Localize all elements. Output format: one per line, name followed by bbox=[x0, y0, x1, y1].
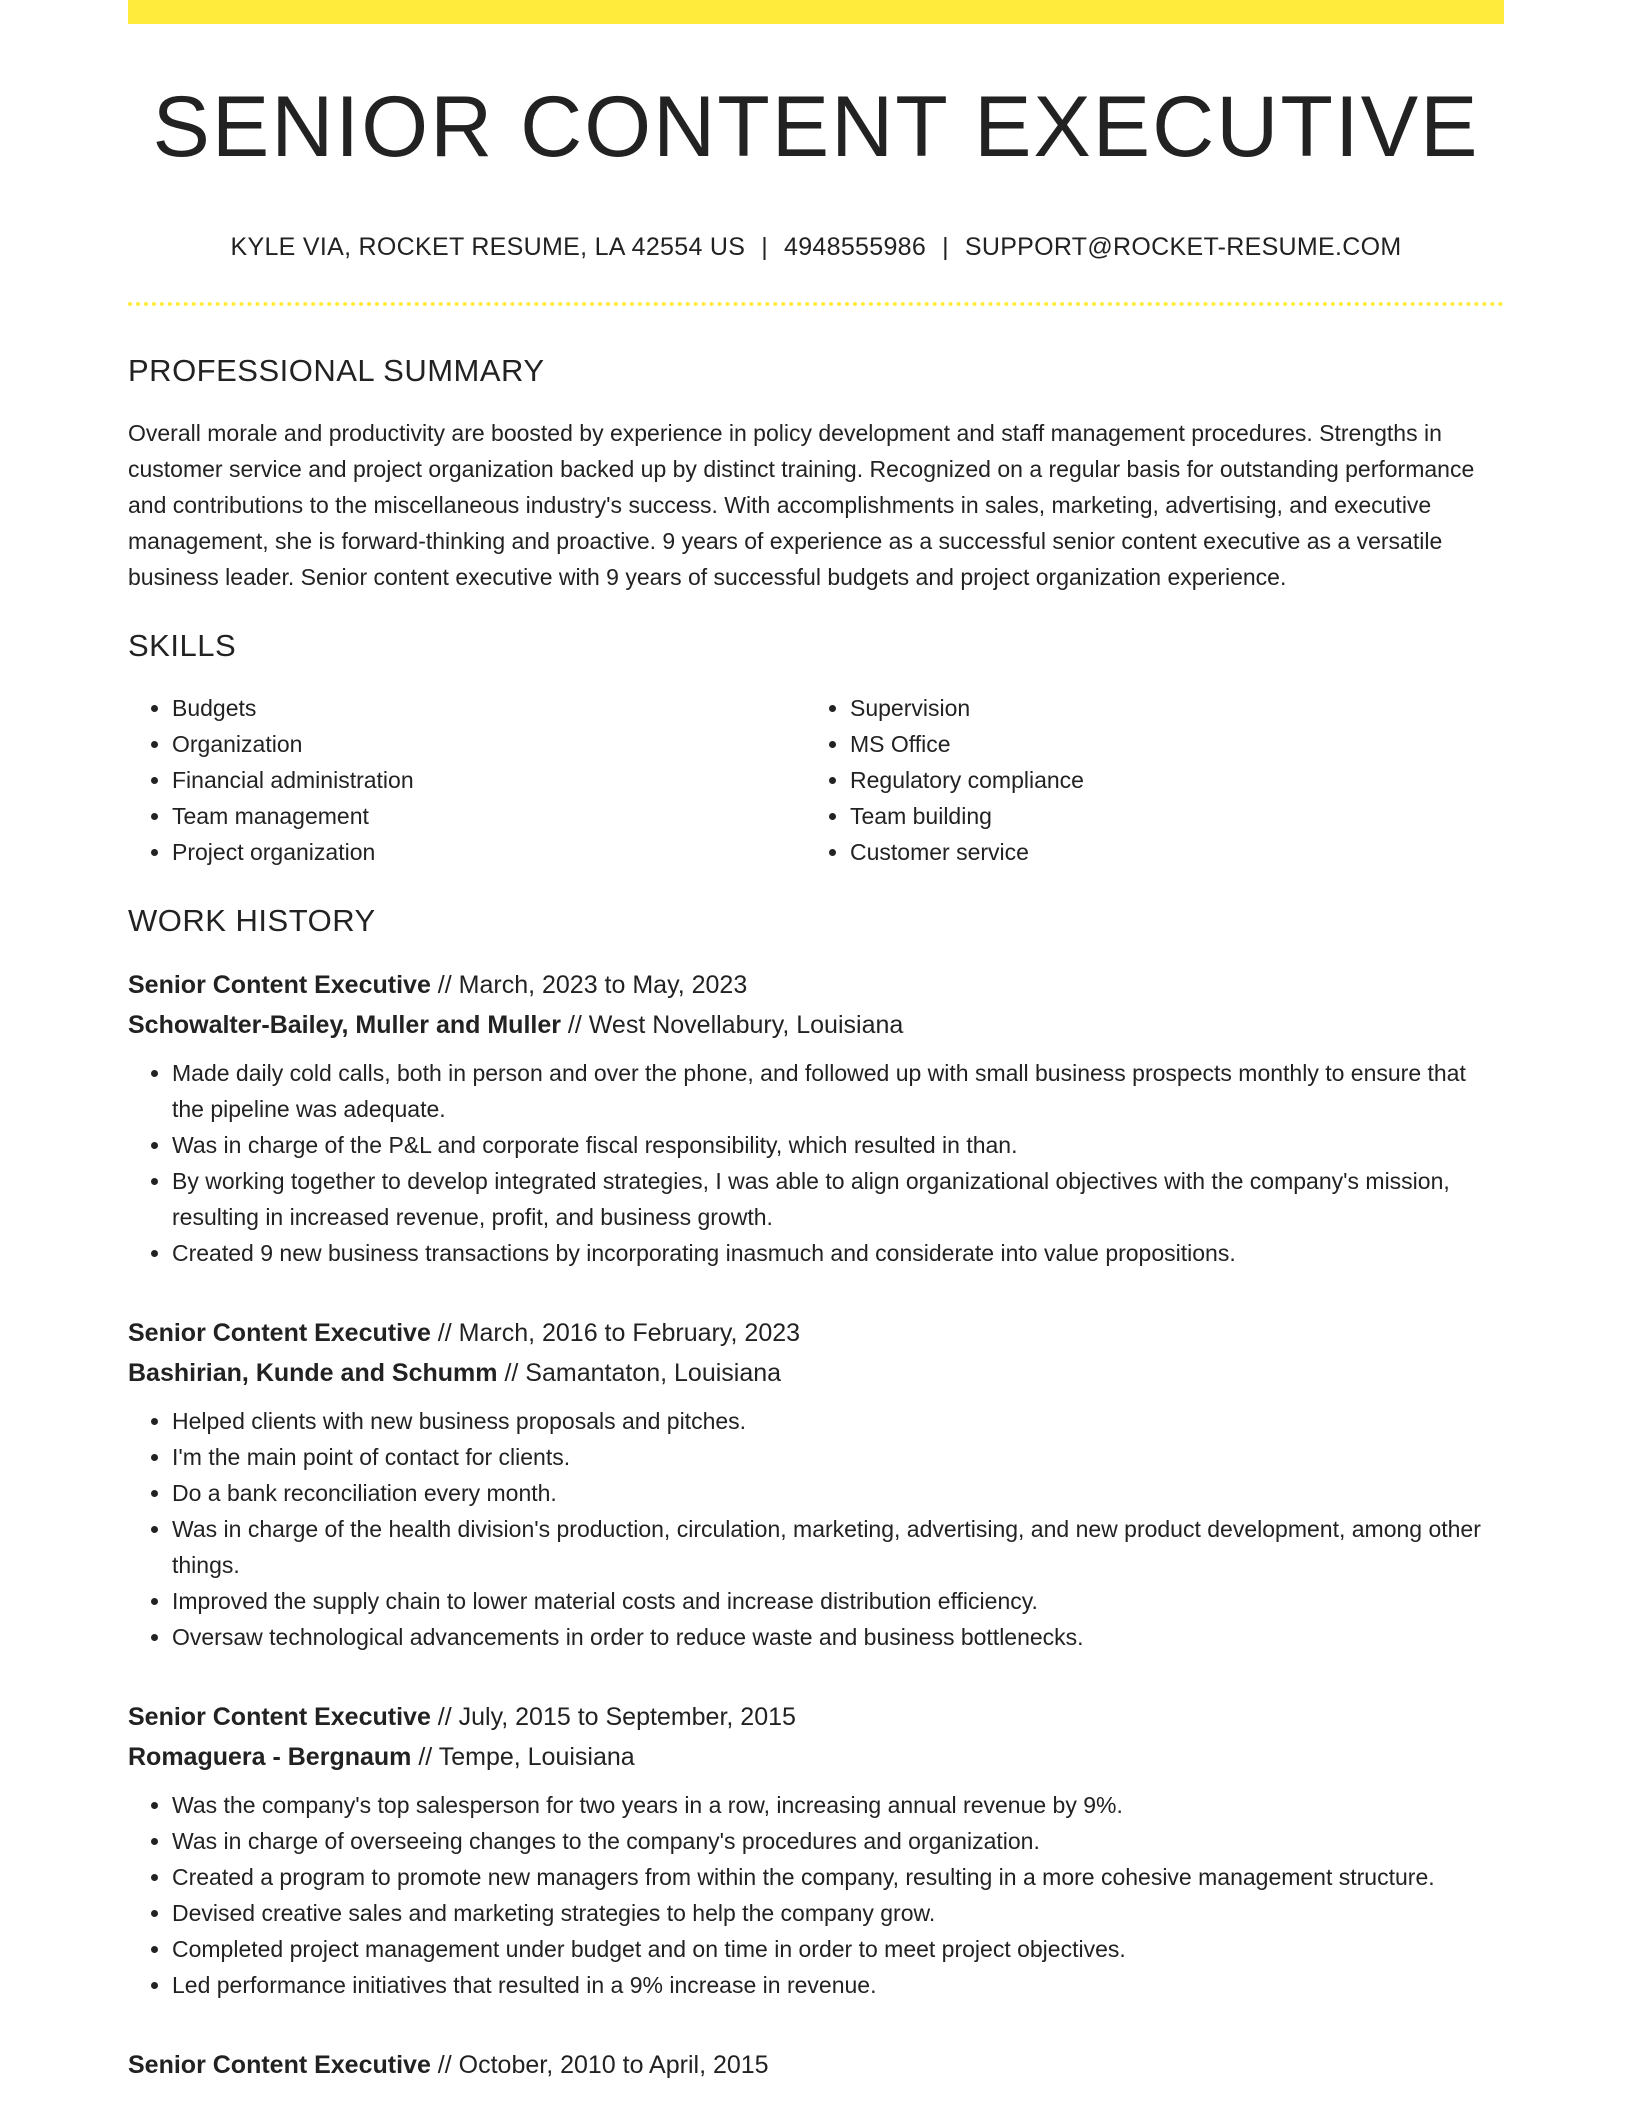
job-company-line bbox=[128, 1353, 1504, 1393]
skills-heading: SKILLS bbox=[128, 627, 237, 663]
job-company: Romaguera - Bergnaum bbox=[128, 1743, 412, 1772]
skill-item: • Regulatory compliance bbox=[850, 762, 1484, 798]
job-bullet: • Was the company's top salesperson for two years in a row, increasing annual revenue by 9%. bbox=[172, 1787, 1504, 1823]
job-dates: // October, 2010 to April, 2015 bbox=[430, 2051, 769, 2080]
job-company-line bbox=[128, 1005, 1504, 1045]
job-company-line bbox=[128, 1737, 1504, 1777]
top-accent-bar bbox=[128, 0, 1504, 24]
skill-item: • MS Office bbox=[850, 726, 1484, 762]
job-bullet: • Was in charge of the P&L and corporate fiscal responsibility, which resulted in than. bbox=[172, 1127, 1504, 1163]
job-dates: // March, 2016 to February, 2023 bbox=[430, 1319, 801, 1348]
contact-separator: | bbox=[942, 232, 949, 261]
skill-item: • Budgets bbox=[172, 690, 806, 726]
job-location: // Samantaton, Louisiana bbox=[497, 1359, 782, 1388]
job-location: // West Novellabury, Louisiana bbox=[560, 1011, 904, 1040]
job-bullet: • Completed project management under budget and on time in order to meet project objectives. bbox=[172, 1931, 1504, 1967]
contact-email: SUPPORT@ROCKET-RESUME.COM bbox=[964, 232, 1402, 261]
work-history-heading: WORK HISTORY bbox=[128, 902, 376, 938]
contact-separator: | bbox=[761, 232, 769, 261]
skills-column-left bbox=[128, 690, 806, 870]
job-title-line bbox=[128, 2045, 1504, 2085]
job-bullet: • Oversaw technological advancements in order to reduce waste and business bottlenecks. bbox=[172, 1619, 1504, 1655]
job-title-line bbox=[128, 1697, 1504, 1737]
skill-item: • Organization bbox=[172, 726, 806, 762]
job-company: Bashirian, Kunde and Schumm bbox=[128, 1359, 498, 1388]
job-title: Senior Content Executive bbox=[128, 2051, 431, 2080]
skill-item: • Financial administration bbox=[172, 762, 806, 798]
job-bullets bbox=[128, 1403, 1504, 1655]
job-entry bbox=[128, 2045, 1504, 2085]
job-bullets bbox=[128, 1787, 1504, 2003]
job-bullet: • Made daily cold calls, both in person and over the phone, and followed up with small business prospects monthly to ensure that the pipeline was adequate. bbox=[172, 1055, 1504, 1127]
summary-text: Overall morale and productivity are boosted by experience in policy development and staff management procedures. Strengths in customer service and project organization backed up by distinct training. Recognized on a regular basis for outstanding performance and contributions to the miscellaneous industry's success. With accomplishments in sales, marketing, advertising, and executive management, she is forward-thinking and proactive. 9 years of experience as a successful senior content executive as a versatile business leader. Senior content executive with 9 years of successful budgets and project organization experience. bbox=[128, 419, 1475, 590]
job-bullet: • I'm the main point of contact for clients. bbox=[172, 1439, 1504, 1475]
job-entry bbox=[128, 1313, 1504, 1655]
job-entry bbox=[128, 965, 1504, 1271]
job-bullet: • Helped clients with new business proposals and pitches. bbox=[172, 1403, 1504, 1439]
resume-title: SENIOR CONTENT EXECUTIVE bbox=[152, 79, 1480, 175]
resume-page bbox=[128, 0, 1504, 2085]
job-bullet: • Created 9 new business transactions by incorporating inasmuch and considerate into value propositions. bbox=[172, 1235, 1504, 1271]
job-title: Senior Content Executive bbox=[128, 971, 431, 1000]
job-bullet: • Devised creative sales and marketing strategies to help the company grow. bbox=[172, 1895, 1504, 1931]
job-company: Schowalter-Bailey, Muller and Muller bbox=[128, 1011, 561, 1040]
job-bullet: • Created a program to promote new managers from within the company, resulting in a more cohesive management structure. bbox=[172, 1859, 1504, 1895]
skill-item: • Supervision bbox=[850, 690, 1484, 726]
job-location: // Tempe, Louisiana bbox=[411, 1743, 635, 1772]
job-bullet: • Improved the supply chain to lower material costs and increase distribution efficiency. bbox=[172, 1583, 1504, 1619]
skill-item: • Team management bbox=[172, 798, 806, 834]
summary-heading: PROFESSIONAL SUMMARY bbox=[128, 352, 545, 388]
job-title: Senior Content Executive bbox=[128, 1703, 431, 1732]
contact-line bbox=[128, 233, 1504, 262]
job-dates: // March, 2023 to May, 2023 bbox=[430, 971, 748, 1000]
skills-column-right bbox=[806, 690, 1484, 870]
contact-phone: 4948555986 bbox=[784, 232, 927, 261]
contact-address: KYLE VIA, ROCKET RESUME, LA 42554 US bbox=[230, 232, 746, 261]
job-dates: // July, 2015 to September, 2015 bbox=[430, 1703, 796, 1732]
job-title-line bbox=[128, 965, 1504, 1005]
job-bullets bbox=[128, 1055, 1504, 1271]
job-bullet: • Was in charge of overseeing changes to the company's procedures and organization. bbox=[172, 1823, 1504, 1859]
skill-item: • Customer service bbox=[850, 834, 1484, 870]
job-bullet: • Was in charge of the health division's production, circulation, marketing, advertising, and new product development, among other things. bbox=[172, 1511, 1504, 1583]
job-title-line bbox=[128, 1313, 1504, 1353]
dotted-divider bbox=[128, 302, 1504, 306]
job-bullet: • By working together to develop integrated strategies, I was able to align organizational objectives with the company's mission, resulting in increased revenue, profit, and business growth. bbox=[172, 1163, 1504, 1235]
skills-list bbox=[128, 690, 1504, 870]
job-bullet: • Do a bank reconciliation every month. bbox=[172, 1475, 1504, 1511]
job-title: Senior Content Executive bbox=[128, 1319, 431, 1348]
job-entry bbox=[128, 1697, 1504, 2003]
skill-item: • Project organization bbox=[172, 834, 806, 870]
skill-item: • Team building bbox=[850, 798, 1484, 834]
job-bullet: • Led performance initiatives that resulted in a 9% increase in revenue. bbox=[172, 1967, 1504, 2003]
